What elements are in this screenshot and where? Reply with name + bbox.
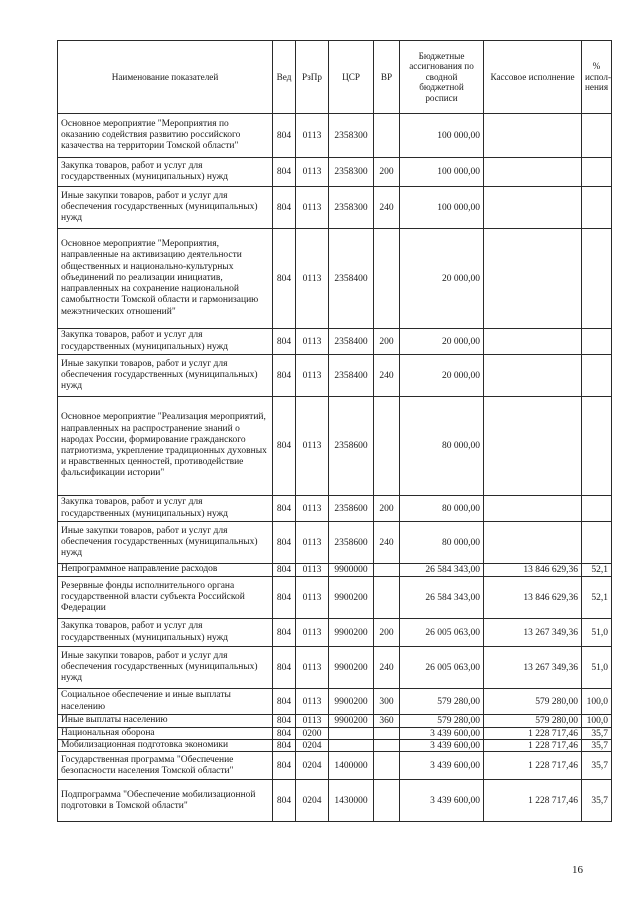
cell-vr: 200: [374, 158, 400, 187]
cell-percent: [582, 229, 612, 329]
cell-csr: 1400000: [329, 752, 374, 780]
cell-ved: 804: [273, 715, 296, 728]
cell-cash-execution: 13 267 349,36: [484, 647, 582, 689]
cell-vr: 360: [374, 715, 400, 728]
header-cash-execution: Кассовое исполнение: [484, 41, 582, 114]
cell-csr: [329, 740, 374, 752]
cell-vr: 200: [374, 496, 400, 522]
table-row: [58, 496, 612, 522]
cell-percent: 52,1: [582, 577, 612, 619]
cell-assignments: 579 280,00: [400, 689, 484, 715]
cell-vr: 200: [374, 329, 400, 355]
header-name: Наименование показателей: [58, 41, 273, 114]
cell-name: Закупка товаров, работ и услуг для государственных (муниципальных) нужд: [58, 329, 273, 355]
cell-csr: 9900200: [329, 647, 374, 689]
cell-vr: 240: [374, 355, 400, 397]
table-row: [58, 329, 612, 355]
table-row: [58, 397, 612, 496]
cell-rzpr: 0113: [296, 522, 329, 564]
cell-csr: [329, 728, 374, 740]
cell-vr: [374, 397, 400, 496]
cell-name: Иные закупки товаров, работ и услуг для обеспечения государственных (муниципальных) нужд: [58, 647, 273, 689]
cell-cash-execution: [484, 355, 582, 397]
cell-csr: 9900200: [329, 715, 374, 728]
cell-ved: 804: [273, 577, 296, 619]
cell-assignments: 80 000,00: [400, 496, 484, 522]
cell-cash-execution: 13 267 349,36: [484, 619, 582, 647]
cell-name: Национальная оборона: [58, 728, 273, 740]
cell-rzpr: 0113: [296, 355, 329, 397]
cell-csr: 2358600: [329, 522, 374, 564]
cell-vr: [374, 577, 400, 619]
cell-rzpr: 0113: [296, 187, 329, 229]
cell-rzpr: 0113: [296, 229, 329, 329]
table-row: [58, 619, 612, 647]
cell-cash-execution: [484, 496, 582, 522]
table-row: [58, 114, 612, 158]
cell-percent: 35,7: [582, 752, 612, 780]
cell-name: Иные закупки товаров, работ и услуг для обеспечения государственных (муниципальных) нужд: [58, 187, 273, 229]
cell-name: Иные закупки товаров, работ и услуг для обеспечения государственных (муниципальных) нужд: [58, 355, 273, 397]
table-row: [58, 229, 612, 329]
cell-assignments: 20 000,00: [400, 329, 484, 355]
cell-rzpr: 0200: [296, 728, 329, 740]
cell-ved: 804: [273, 728, 296, 740]
cell-rzpr: 0113: [296, 619, 329, 647]
table-row: [58, 647, 612, 689]
header-percent: % испол-нения: [582, 41, 612, 114]
cell-assignments: 80 000,00: [400, 397, 484, 496]
cell-rzpr: 0113: [296, 158, 329, 187]
cell-assignments: 26 584 343,00: [400, 564, 484, 577]
cell-rzpr: 0113: [296, 496, 329, 522]
cell-name: Социальное обеспечение и иные выплаты населению: [58, 689, 273, 715]
cell-assignments: 100 000,00: [400, 187, 484, 229]
cell-cash-execution: [484, 187, 582, 229]
cell-vr: 240: [374, 647, 400, 689]
cell-assignments: 20 000,00: [400, 229, 484, 329]
cell-assignments: 3 439 600,00: [400, 752, 484, 780]
table-row: [58, 740, 612, 752]
cell-name: Иные выплаты населению: [58, 715, 273, 728]
cell-csr: 2358300: [329, 158, 374, 187]
header-csr: ЦСР: [329, 41, 374, 114]
cell-vr: [374, 780, 400, 822]
cell-ved: 804: [273, 647, 296, 689]
cell-name: Подпрограмма "Обеспечение мобилизационной подготовки в Томской области": [58, 780, 273, 822]
cell-csr: 2358300: [329, 187, 374, 229]
cell-csr: 2358400: [329, 329, 374, 355]
cell-cash-execution: 579 280,00: [484, 689, 582, 715]
cell-ved: 804: [273, 229, 296, 329]
cell-csr: 2358300: [329, 114, 374, 158]
cell-rzpr: 0113: [296, 715, 329, 728]
cell-rzpr: 0113: [296, 397, 329, 496]
cell-ved: 804: [273, 752, 296, 780]
cell-assignments: 100 000,00: [400, 114, 484, 158]
table-row: [58, 158, 612, 187]
cell-ved: 804: [273, 619, 296, 647]
cell-assignments: 80 000,00: [400, 522, 484, 564]
cell-assignments: 26 005 063,00: [400, 619, 484, 647]
cell-name: Иные закупки товаров, работ и услуг для обеспечения государственных (муниципальных) нужд: [58, 522, 273, 564]
cell-cash-execution: [484, 522, 582, 564]
cell-vr: 240: [374, 187, 400, 229]
cell-ved: 804: [273, 397, 296, 496]
cell-percent: 100,0: [582, 689, 612, 715]
cell-name: Закупка товаров, работ и услуг для государственных (муниципальных) нужд: [58, 619, 273, 647]
cell-csr: 9900200: [329, 577, 374, 619]
cell-ved: 804: [273, 329, 296, 355]
cell-vr: [374, 740, 400, 752]
cell-vr: [374, 114, 400, 158]
cell-name: Основное мероприятие "Мероприятия по оказанию содействия развитию российского казачества на территории Томской области": [58, 114, 273, 158]
cell-assignments: 3 439 600,00: [400, 780, 484, 822]
cell-cash-execution: [484, 114, 582, 158]
cell-cash-execution: 579 280,00: [484, 715, 582, 728]
cell-csr: 9900200: [329, 689, 374, 715]
cell-cash-execution: [484, 229, 582, 329]
cell-csr: 2358600: [329, 496, 374, 522]
cell-cash-execution: 1 228 717,46: [484, 740, 582, 752]
cell-vr: [374, 728, 400, 740]
cell-cash-execution: [484, 329, 582, 355]
cell-cash-execution: [484, 397, 582, 496]
cell-percent: 35,7: [582, 780, 612, 822]
cell-percent: 51,0: [582, 647, 612, 689]
cell-csr: 9900200: [329, 619, 374, 647]
cell-ved: 804: [273, 114, 296, 158]
cell-name: Основное мероприятие "Мероприятия, направленные на активизацию деятельности общественных и национально-культурных объединений по реализации инициатив, направленных на сохранение национальной самобытности Томской области и гармонизацию межэтнических отношений": [58, 229, 273, 329]
cell-rzpr: 0113: [296, 114, 329, 158]
cell-percent: 100,0: [582, 715, 612, 728]
cell-name: Государственная программа "Обеспечение безопасности населения Томской области": [58, 752, 273, 780]
cell-ved: 804: [273, 158, 296, 187]
cell-cash-execution: [484, 158, 582, 187]
header-assignments: Бюджетные ассигнования по сводной бюджетной росписи: [400, 41, 484, 114]
cell-percent: 52,1: [582, 564, 612, 577]
cell-vr: 240: [374, 522, 400, 564]
cell-percent: [582, 158, 612, 187]
cell-percent: 51,0: [582, 619, 612, 647]
table-header-row: [58, 41, 612, 114]
cell-rzpr: 0113: [296, 647, 329, 689]
cell-assignments: 579 280,00: [400, 715, 484, 728]
table-row: [58, 715, 612, 728]
table-row: [58, 689, 612, 715]
cell-cash-execution: 13 846 629,36: [484, 577, 582, 619]
cell-ved: 804: [273, 187, 296, 229]
cell-name: Резервные фонды исполнительного органа государственной власти субъекта Российской Федерации: [58, 577, 273, 619]
cell-percent: [582, 355, 612, 397]
cell-rzpr: 0113: [296, 577, 329, 619]
cell-rzpr: 0113: [296, 564, 329, 577]
header-rzpr: РзПр: [296, 41, 329, 114]
cell-percent: [582, 114, 612, 158]
table-row: [58, 752, 612, 780]
cell-assignments: 3 439 600,00: [400, 728, 484, 740]
cell-ved: 804: [273, 522, 296, 564]
cell-assignments: 26 005 063,00: [400, 647, 484, 689]
cell-percent: [582, 187, 612, 229]
cell-percent: [582, 522, 612, 564]
cell-rzpr: 0204: [296, 740, 329, 752]
cell-rzpr: 0204: [296, 780, 329, 822]
cell-percent: 35,7: [582, 728, 612, 740]
table-body: [58, 114, 612, 822]
cell-percent: [582, 397, 612, 496]
table-row: [58, 577, 612, 619]
cell-assignments: 3 439 600,00: [400, 740, 484, 752]
cell-name: Закупка товаров, работ и услуг для государственных (муниципальных) нужд: [58, 158, 273, 187]
cell-vr: 300: [374, 689, 400, 715]
cell-assignments: 26 584 343,00: [400, 577, 484, 619]
table-row: [58, 522, 612, 564]
cell-ved: 804: [273, 740, 296, 752]
page-number: 16: [572, 864, 583, 876]
cell-name: Непрограммное направление расходов: [58, 564, 273, 577]
cell-ved: 804: [273, 780, 296, 822]
cell-cash-execution: 1 228 717,46: [484, 728, 582, 740]
cell-name: Мобилизационная подготовка экономики: [58, 740, 273, 752]
cell-csr: 9900000: [329, 564, 374, 577]
budget-execution-table: [57, 40, 612, 822]
cell-rzpr: 0204: [296, 752, 329, 780]
cell-csr: 2358600: [329, 397, 374, 496]
cell-assignments: 100 000,00: [400, 158, 484, 187]
cell-ved: 804: [273, 689, 296, 715]
table-row: [58, 187, 612, 229]
cell-csr: 1430000: [329, 780, 374, 822]
cell-rzpr: 0113: [296, 329, 329, 355]
table-row: [58, 728, 612, 740]
cell-percent: [582, 496, 612, 522]
cell-csr: 2358400: [329, 355, 374, 397]
cell-assignments: 20 000,00: [400, 355, 484, 397]
cell-rzpr: 0113: [296, 689, 329, 715]
table-row: [58, 564, 612, 577]
cell-vr: [374, 752, 400, 780]
header-ved: Вед: [273, 41, 296, 114]
cell-name: Закупка товаров, работ и услуг для государственных (муниципальных) нужд: [58, 496, 273, 522]
cell-ved: 804: [273, 564, 296, 577]
cell-vr: 200: [374, 619, 400, 647]
cell-csr: 2358400: [329, 229, 374, 329]
table-row: [58, 355, 612, 397]
cell-ved: 804: [273, 496, 296, 522]
table-row: [58, 780, 612, 822]
cell-percent: [582, 329, 612, 355]
header-vr: ВР: [374, 41, 400, 114]
cell-name: Основное мероприятие "Реализация мероприятий, направленных на распространение знаний о народах России, формирование гражданского патриотизма, укрепление традиционных духовных и нравственных ценностей, противодействие фальсификации истории": [58, 397, 273, 496]
cell-cash-execution: 1 228 717,46: [484, 752, 582, 780]
cell-cash-execution: 1 228 717,46: [484, 780, 582, 822]
cell-ved: 804: [273, 355, 296, 397]
cell-cash-execution: 13 846 629,36: [484, 564, 582, 577]
cell-vr: [374, 564, 400, 577]
cell-vr: [374, 229, 400, 329]
cell-percent: 35,7: [582, 740, 612, 752]
